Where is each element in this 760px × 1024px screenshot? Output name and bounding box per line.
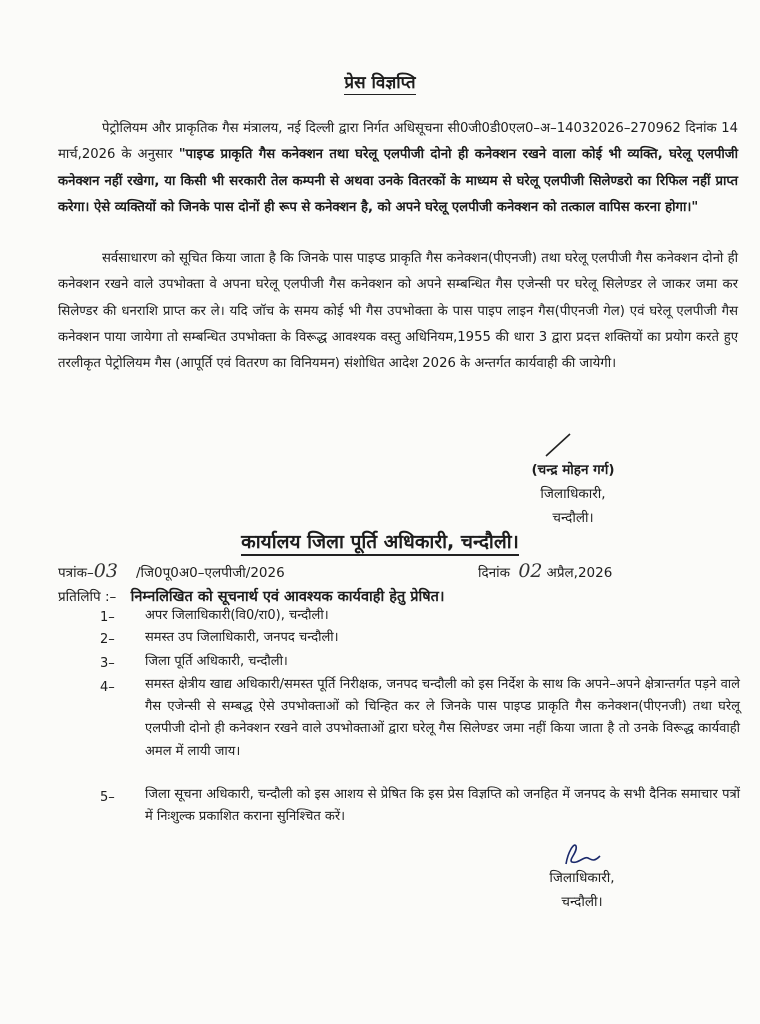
list-item-number: 5–	[100, 790, 115, 805]
list-item: अपर जिलाधिकारी(वि0/रा0), चन्दौली।	[145, 608, 329, 623]
public-notice-paragraph: सर्वसाधारण को सूचित किया जाता है कि जिनके पास पाइप्ड प्राकृति गैस कनेक्शन(पीएनजी) तथा घरेलू एलपीजी गैस कनेक्शन दोनो ही कनेक्शन रखने वाले उपभोक्ता वे अपना घरेलू एलपीजी गैस कनेक्शन को अपने सम्बन्धित गैस एजेन्सी पर घरेलू सिलेण्डर ले जाकर जमा कर सिलेण्डर की धनराशि प्राप्त कर ले। यदि जॉच के समय कोई भी गैस उपभोक्ता के पास पाइप लाइन गैस(पीएनजी गेल) एवं घरेलू एलपीजी गैस कनेक्शन पाया जायेगा तो सम्बन्धित उपभोक्ता के विरूद्ध आवश्यक वस्तु अधिनियम,1955 की धारा 3 द्वारा प्रदत्त शक्तियों का प्रयोग करते हुए तरलीकृत पेट्रोलियम गैस (आपूर्ति एवं वितरण का विनियमन) संशोधित आदेश 2026 के अन्तर्गत कार्यवाही की जायेगी।	[58, 251, 738, 372]
signatory-name: (चन्द्र मोहन गर्ग)	[531, 462, 615, 478]
notification-reference: पेट्रोलियम और प्राकृतिक गैस मंत्रालय, नई दिल्ली द्वारा निर्गत अधिसूचना सी0जी0डी0एल0–अ–14032026–270962 दिनांक 14 मार्च,2026 के अनुसार	[58, 121, 738, 163]
reference-number: पत्रांक–03 /जि0पू0अ0–एलपीजी/2026	[58, 560, 285, 582]
cc-line	[58, 586, 444, 606]
cc-label: प्रतिलिपि :–	[58, 589, 117, 605]
signature-block-1	[488, 458, 658, 530]
list-item: समस्त क्षेत्रीय खाद्य अधिकारी/समस्त पूर्ति निरीक्षक, जनपद चन्दौली को इस निर्देश के साथ कि अपने–अपने क्षेत्रान्तर्गत पड़ने वाले गैस एजेन्सी से सम्बद्ध ऐसे उपभोक्ताओं को चिन्हित कर ले जिनके पास पाइप्ड प्राकृति गैस कनेक्शन(पीएनजी) तथा घरेलू एलपीजी दोनो ही कनेक्शन रखने वाले उपभोक्ताओं द्वारा घरेलू गैस सिलेण्डर जमा नहीं किया जाता है तो उनके विरूद्ध कार्यवाही अमल में लायी जाय।	[145, 677, 740, 759]
handwritten-date-day: 02	[518, 560, 543, 582]
signatory-designation: जिलाधिकारी,	[549, 870, 615, 886]
office-heading: कार्यालय जिला पूर्ति अधिकारी, चन्दौली।	[0, 528, 760, 554]
signatory-place: चन्दौली।	[552, 510, 594, 526]
list-item: जिला सूचना अधिकारी, चन्दौली को इस आशय से प्रेषित कि इस प्रेस विज्ञप्ति को जनहित में जनपद के सभी दैनिक समाचार पत्रों में निःशुल्क प्रकाशित कराना सुनिश्चित करें।	[145, 787, 740, 825]
list-item-number: 4–	[100, 680, 115, 695]
list-item-number: 1–	[100, 610, 115, 625]
notification-quote: "पाइप्ड प्राकृति गैस कनेक्शन तथा घरेलू एलपीजी दोनो ही कनेक्शन रखने वाला कोई भी व्यक्ति, घरेलू एलपीजी कनेक्शन नहीं रखेगा, या किसी भी सरकारी तेल कम्पनी से अथवा उनके वितरकों के माध्यम से घरेलू एलपीजी सिलेण्डरो का रिफिल नहीं प्राप्त करेगा। ऐसे व्यक्तियों को जिनके पास दोनों ही रूप से कनेक्शन है, को अपने घरेलू एलपीजी कनेक्शन को तत्काल वापिस करना होगा।"	[58, 147, 738, 215]
signatory-place: चन्दौली।	[561, 894, 603, 910]
notification-paragraph	[58, 116, 738, 221]
list-item: जिला पूर्ति अधिकारी, चन्दौली।	[145, 654, 288, 669]
handwritten-ref-number: 03	[93, 560, 118, 582]
list-item: समस्त उप जिलाधिकारी, जनपद चन्दौली।	[145, 630, 339, 645]
signatory-designation: जिलाधिकारी,	[540, 486, 606, 502]
cc-heading: निम्नलिखित को सूचनार्थ एवं आवश्यक कार्यवाही हेतु प्रेषित।	[130, 589, 445, 605]
list-item-number: 3–	[100, 656, 115, 671]
signature-mark-1	[540, 430, 580, 460]
reference-date: दिनांक 02 अप्रैल,2026	[478, 560, 613, 582]
list-item-number: 2–	[100, 632, 115, 647]
signature-block-2	[512, 866, 652, 914]
page-title: प्रेस विज्ञप्ति	[344, 73, 416, 93]
